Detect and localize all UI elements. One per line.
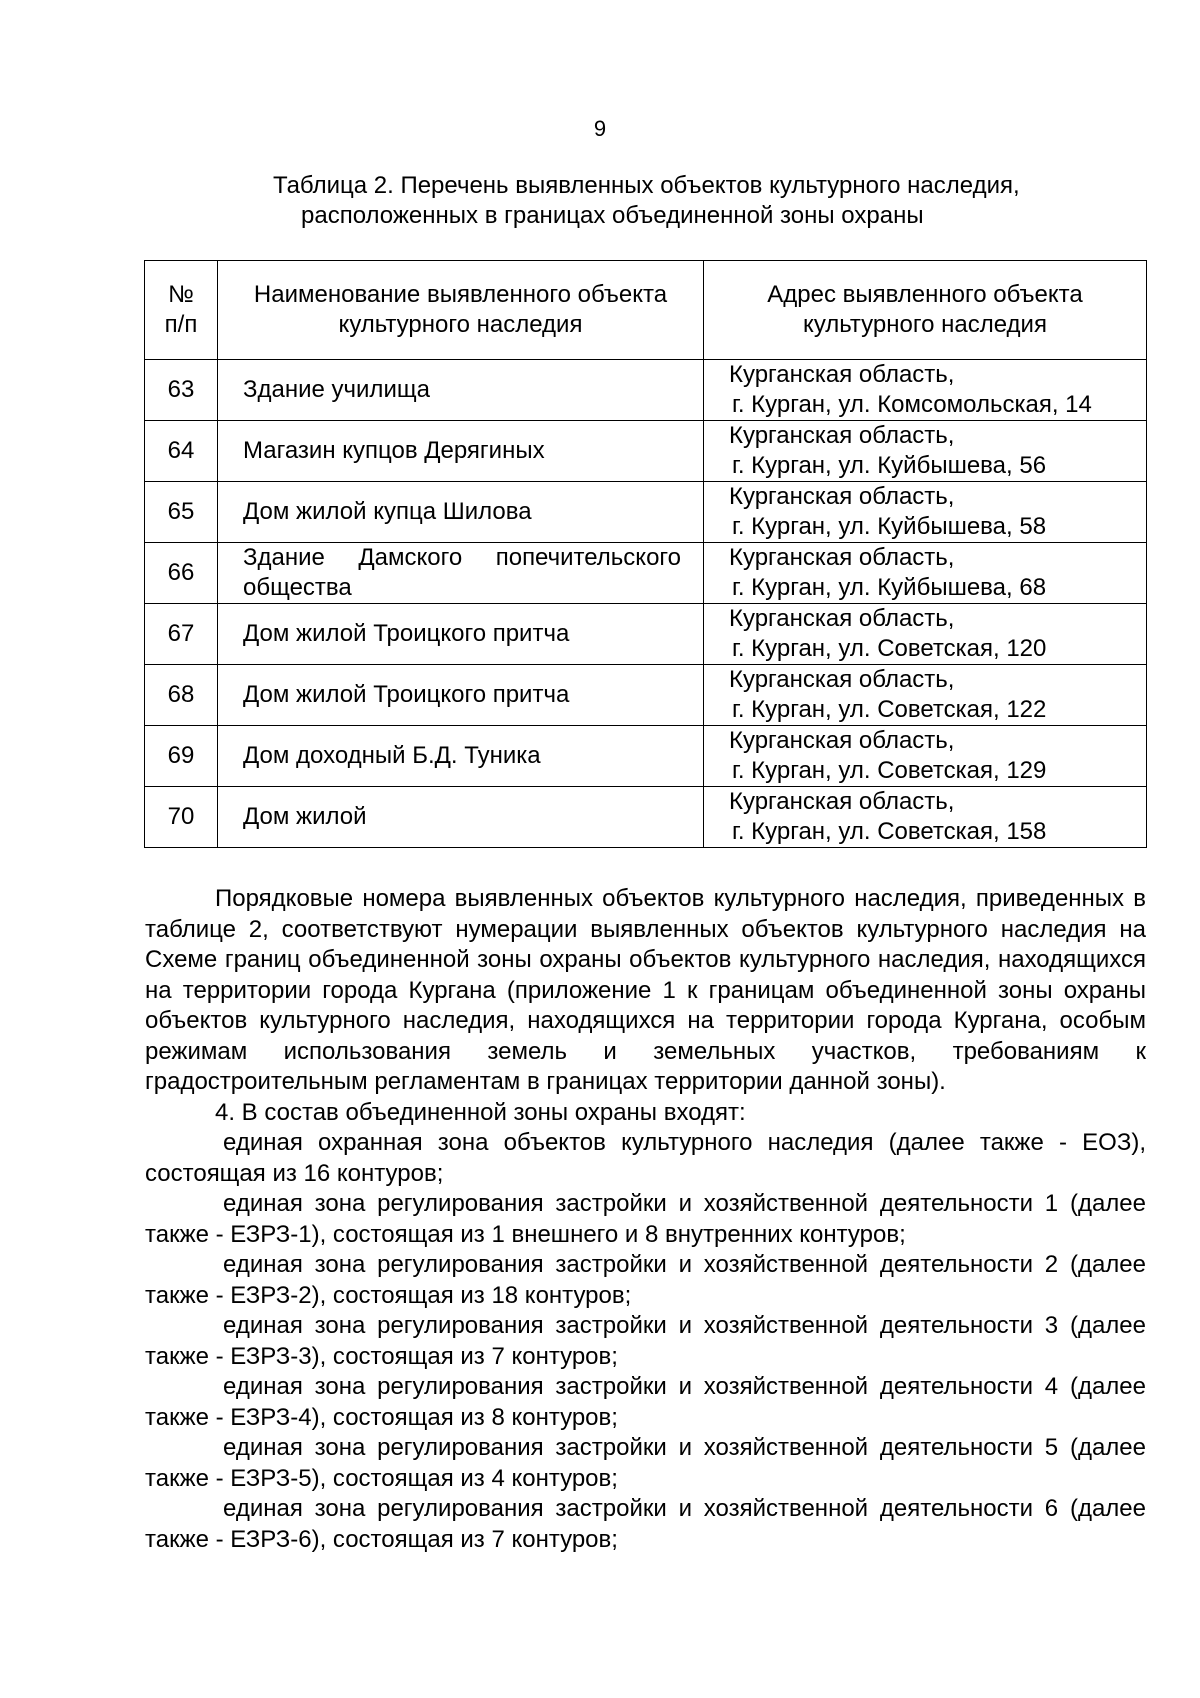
table-row bbox=[145, 482, 1147, 543]
address-region: Курганская область, bbox=[729, 544, 955, 571]
row-address bbox=[704, 482, 1147, 543]
table-caption bbox=[0, 171, 1200, 231]
paragraph-numbering-note: Порядковые номера выявленных объектов культурного наследия, приведенных в таблице 2, соответствуют нумерации выявленных объектов культурного наследия на Схеме границ объединенной зоны охраны объектов культурного наследия, находящихся на территории города Кургана (приложение 1 к границам объединенной зоны охраны объектов культурного наследия, находящихся на территории города Кургана, особым режимам использования земель и земельных участков, требованиям к градостроительным регламентам в границах территории данной зоны). bbox=[145, 885, 1146, 1095]
row-name: Дом жилой Троицкого притча bbox=[218, 665, 704, 726]
list-item: единая охранная зона объектов культурного наследия (далее также - ЕОЗ), состоящая из 16 контуров; bbox=[145, 1129, 1146, 1187]
address-street: г. Курган, ул. Советская, 129 bbox=[732, 757, 1047, 784]
row-num: 68 bbox=[145, 665, 218, 726]
page-number: 9 bbox=[593, 116, 607, 141]
caption-line-2: расположенных в границах объединенной зоны охраны bbox=[301, 202, 924, 229]
address-region: Курганская область, bbox=[729, 483, 955, 510]
list-item: единая зона регулирования застройки и хозяйственной деятельности 4 (далее также - ЕЗРЗ-4), состоящая из 8 контуров; bbox=[145, 1373, 1146, 1431]
row-address bbox=[704, 543, 1147, 604]
row-name: Дом доходный Б.Д. Туника bbox=[218, 726, 704, 787]
header-address: Адрес выявленного объекта культурного наследия bbox=[704, 261, 1147, 360]
row-address bbox=[704, 787, 1147, 848]
address-street: г. Курган, ул. Советская, 120 bbox=[732, 635, 1047, 662]
list-item: единая зона регулирования застройки и хозяйственной деятельности 3 (далее также - ЕЗРЗ-3), состоящая из 7 контуров; bbox=[145, 1312, 1146, 1370]
list-item: единая зона регулирования застройки и хозяйственной деятельности 6 (далее также - ЕЗРЗ-6), состоящая из 7 контуров; bbox=[145, 1495, 1146, 1553]
row-address bbox=[704, 726, 1147, 787]
paragraph-section-4: 4. В состав объединенной зоны охраны входят: bbox=[215, 1098, 746, 1126]
table-row bbox=[145, 360, 1147, 421]
row-num: 66 bbox=[145, 543, 218, 604]
row-address bbox=[704, 604, 1147, 665]
row-name: Магазин купцов Дерягиных bbox=[218, 421, 704, 482]
table-row bbox=[145, 604, 1147, 665]
address-region: Курганская область, bbox=[729, 361, 955, 388]
list-item: единая зона регулирования застройки и хозяйственной деятельности 2 (далее также - ЕЗРЗ-2), состоящая из 18 контуров; bbox=[145, 1251, 1146, 1309]
address-street: г. Курган, ул. Советская, 158 bbox=[732, 818, 1047, 845]
row-name: Дом жилой bbox=[218, 787, 704, 848]
table-row bbox=[145, 421, 1147, 482]
table-row bbox=[145, 726, 1147, 787]
row-num: 63 bbox=[145, 360, 218, 421]
row-num: 65 bbox=[145, 482, 218, 543]
row-name: Дом жилой купца Шилова bbox=[218, 482, 704, 543]
list-item: единая зона регулирования застройки и хозяйственной деятельности 1 (далее также - ЕЗРЗ-1), состоящая из 1 внешнего и 8 внутренних контуров; bbox=[145, 1190, 1146, 1248]
row-address bbox=[704, 421, 1147, 482]
header-num: № п/п bbox=[145, 261, 218, 360]
row-address bbox=[704, 665, 1147, 726]
row-num: 64 bbox=[145, 421, 218, 482]
table-header-row bbox=[145, 261, 1147, 360]
address-region: Курганская область, bbox=[729, 788, 955, 815]
row-num: 70 bbox=[145, 787, 218, 848]
row-num: 67 bbox=[145, 604, 218, 665]
address-region: Курганская область, bbox=[729, 727, 955, 754]
row-num: 69 bbox=[145, 726, 218, 787]
address-street: г. Курган, ул. Комсомольская, 14 bbox=[732, 391, 1092, 418]
address-region: Курганская область, bbox=[729, 666, 955, 693]
row-address bbox=[704, 360, 1147, 421]
row-name: Здание училища bbox=[218, 360, 704, 421]
caption-line-1: Таблица 2. Перечень выявленных объектов культурного наследия, bbox=[273, 172, 1020, 199]
address-street: г. Курган, ул. Куйбышева, 58 bbox=[732, 513, 1047, 540]
heritage-objects-table bbox=[144, 260, 1147, 848]
row-name: Здание Дамского попечительского общества bbox=[218, 543, 704, 604]
table-row bbox=[145, 543, 1147, 604]
row-name: Дом жилой Троицкого притча bbox=[218, 604, 704, 665]
header-name: Наименование выявленного объекта культурного наследия bbox=[218, 261, 704, 360]
table-row bbox=[145, 665, 1147, 726]
address-region: Курганская область, bbox=[729, 422, 955, 449]
address-street: г. Курган, ул. Куйбышева, 56 bbox=[732, 452, 1047, 479]
body-text bbox=[145, 884, 1146, 1555]
table-row bbox=[145, 787, 1147, 848]
address-street: г. Курган, ул. Советская, 122 bbox=[732, 696, 1047, 723]
address-street: г. Курган, ул. Куйбышева, 68 bbox=[732, 574, 1047, 601]
address-region: Курганская область, bbox=[729, 605, 955, 632]
list-item: единая зона регулирования застройки и хозяйственной деятельности 5 (далее также - ЕЗРЗ-5), состоящая из 4 контуров; bbox=[145, 1434, 1146, 1492]
